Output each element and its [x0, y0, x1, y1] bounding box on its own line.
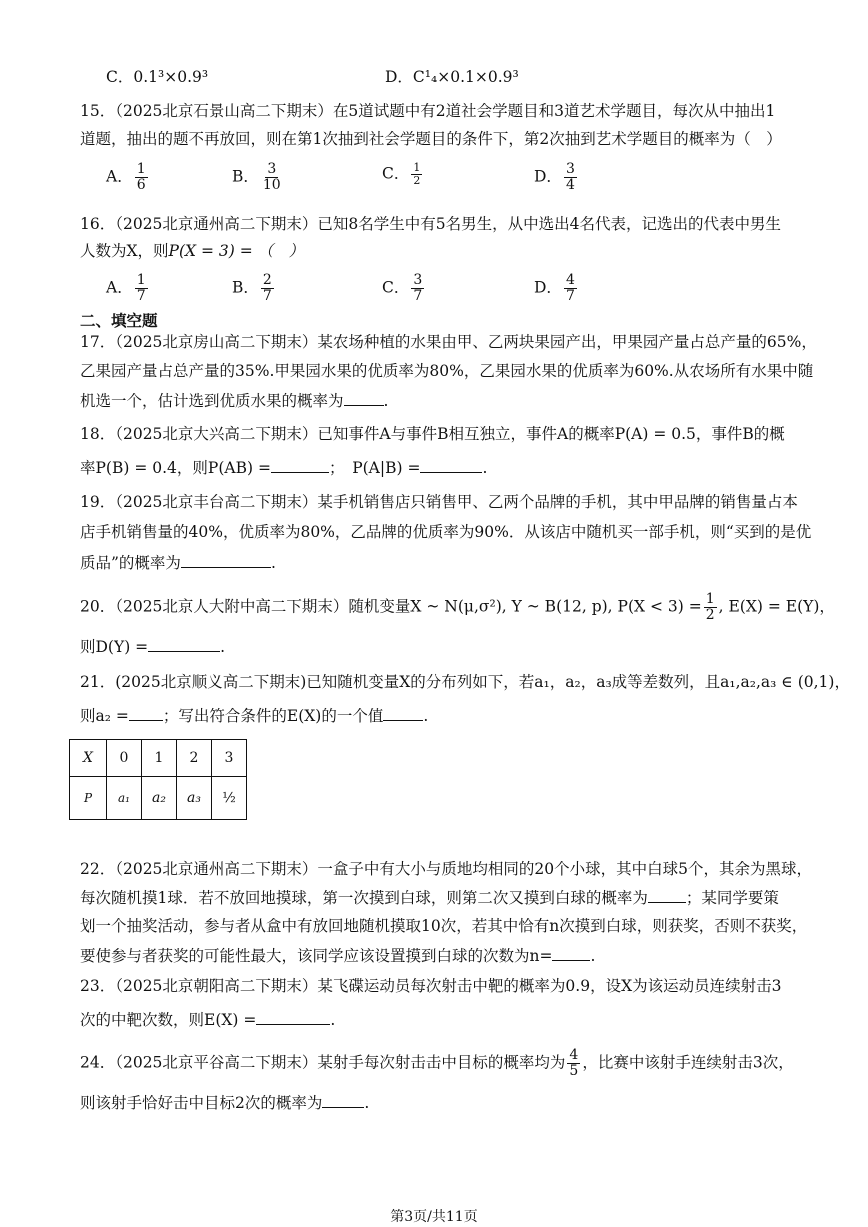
q23-text-line1: 23．（2025北京朝阳高二下期末）某飞碟运动员每次射击中靶的概率为0.9，设X为该运动员连续射击3 [80, 977, 782, 995]
table-cell: a₁ [107, 777, 142, 820]
q20-text-line2: 则D(Y) = . [80, 638, 226, 656]
table-cell: ½ [212, 777, 247, 820]
answer-blank [648, 888, 686, 903]
q22-text-line1: 22．（2025北京通州高二下期末）一盒子中有大小与质地均相同的20个小球，其中白球5个，其余为黑球， [80, 860, 813, 878]
q20-text-line1: 20．（2025北京人大附中高二下期末）随机变量X ~ N(μ,σ²), Y ~ B(12, p), P(X < 3) = $\frac{1}{2}$ , E(X) = E(Y)， [80, 591, 835, 623]
q19-text-line1: 19．（2025北京丰台高二下期末）某手机销售店只销售甲、乙两个品牌的手机，其中甲品牌的销售量占本 [80, 493, 798, 511]
answer-blank [256, 1010, 330, 1025]
q15-option-a: A． $\frac{1}{6}$ [106, 161, 146, 193]
q15-option-d: D． $\frac{3}{4}$ [534, 161, 575, 193]
q14-option-d: D．C¹₄×0.1×0.9³ [385, 68, 519, 86]
distribution-table [69, 739, 247, 820]
q16-text-line1: 16．（2025北京通州高二下期末）已知8名学生中有5名男生，从中选出4名代表，记选出的代表中男生 [80, 215, 782, 233]
page-footer: 第3页/共11页 [390, 1209, 478, 1225]
q15-text-line2: 道题，抽出的题不再放回，则在第1次抽到社会学题目的条件下，第2次抽到艺术学题目的概率为（ ） [80, 130, 782, 148]
q16-option-c: C． $\frac{3}{7}$ [382, 272, 423, 304]
answer-blank [181, 553, 271, 568]
q19-text-line3: 质品”的概率为 . [80, 554, 276, 572]
q22-text-line2: 每次随机摸1球．若不放回地摸球，第一次摸到白球，则第二次又摸到白球的概率为 ；某同学要策 [80, 889, 779, 907]
answer-blank [322, 1093, 364, 1108]
q18-text-line2: 率P(B) = 0.4，则P(AB) = ； P(A|B) = . [80, 459, 488, 477]
q16-option-d: D． $\frac{4}{7}$ [534, 272, 575, 304]
q15-text-line1: 15．（2025北京石景山高二下期末）在5道试题中有2道社会学题目和3道艺术学题目，每次从中抽出1 [80, 102, 776, 120]
q21-text-line1: 21．(2025北京顺义高二下期末)已知随机变量X的分布列如下，若a₁，a₂，a₃成等差数列，且a₁,a₂,a₃ ∈ (0,1)， [80, 673, 850, 691]
q14-option-c: C．0.1³×0.9³ [106, 68, 209, 86]
table-cell: 2 [177, 740, 212, 777]
answer-blank [344, 391, 384, 406]
q17-text-line3: 机选一个，估计选到优质水果的概率为 . [80, 392, 389, 410]
q24-text-line2: 则该射手恰好击中目标2次的概率为 . [80, 1094, 370, 1112]
q18-text-line1: 18．（2025北京大兴高二下期末）已知事件A与事件B相互独立，事件A的概率P(A) = 0.5，事件B的概 [80, 425, 785, 443]
q15-option-b: B． $\frac{3}{10}$ [232, 161, 281, 193]
table-cell: a₂ [142, 777, 177, 820]
table-cell: 1 [142, 740, 177, 777]
answer-blank [271, 458, 329, 473]
q17-text-line1: 17．（2025北京房山高二下期末）某农场种植的水果由甲、乙两块果园产出，甲果园产量占总产量的65%， [80, 333, 817, 351]
q22-text-line3: 划一个抽奖活动，参与者从盒中有放回地随机摸取10次，若其中恰有n次摸到白球，则获奖，否则不获奖， [80, 917, 808, 935]
q21-text-line2: 则a₂ = ；写出符合条件的E(X)的一个值 . [80, 707, 429, 725]
table-cell: P [70, 777, 107, 820]
q24-text-line1: 24．（2025北京平谷高二下期末）某射手每次射击击中目标的概率均为 $\frac{4}{5}$ ，比赛中该射手连续射击3次， [80, 1047, 794, 1079]
q16-text-line2: 人数为X，则P(X = 3) = （ ） [80, 242, 305, 260]
q16-option-a: A． $\frac{1}{7}$ [106, 272, 146, 304]
answer-blank [552, 946, 590, 961]
answer-blank [383, 706, 423, 721]
q15-option-c: C． $\frac{1}{2}$ [382, 161, 421, 187]
table-cell: 3 [212, 740, 247, 777]
table-cell: a₃ [177, 777, 212, 820]
q17-text-line2: 乙果园产量占总产量的35%.甲果园水果的优质率为80%，乙果园水果的优质率为60%.从农场所有水果中随 [80, 362, 814, 380]
table-row [70, 740, 247, 777]
answer-blank [420, 458, 482, 473]
q22-text-line4: 要使参与者获奖的可能性最大，该同学应该设置摸到白球的次数为n= . [80, 947, 596, 965]
table-cell: 0 [107, 740, 142, 777]
table-row [70, 777, 247, 820]
q16-option-b: B． $\frac{2}{7}$ [232, 272, 272, 304]
section-heading-fill-in: 二、填空题 [80, 312, 158, 330]
q23-text-line2: 次的中靶次数，则E(X) = . [80, 1011, 336, 1029]
answer-blank [148, 637, 220, 652]
table-cell: X [70, 740, 107, 777]
answer-blank [129, 706, 163, 721]
q19-text-line2: 店手机销售量的40%，优质率为80%，乙品牌的优质率为90%．从该店中随机买一部手机，则“买到的是优 [80, 523, 812, 541]
